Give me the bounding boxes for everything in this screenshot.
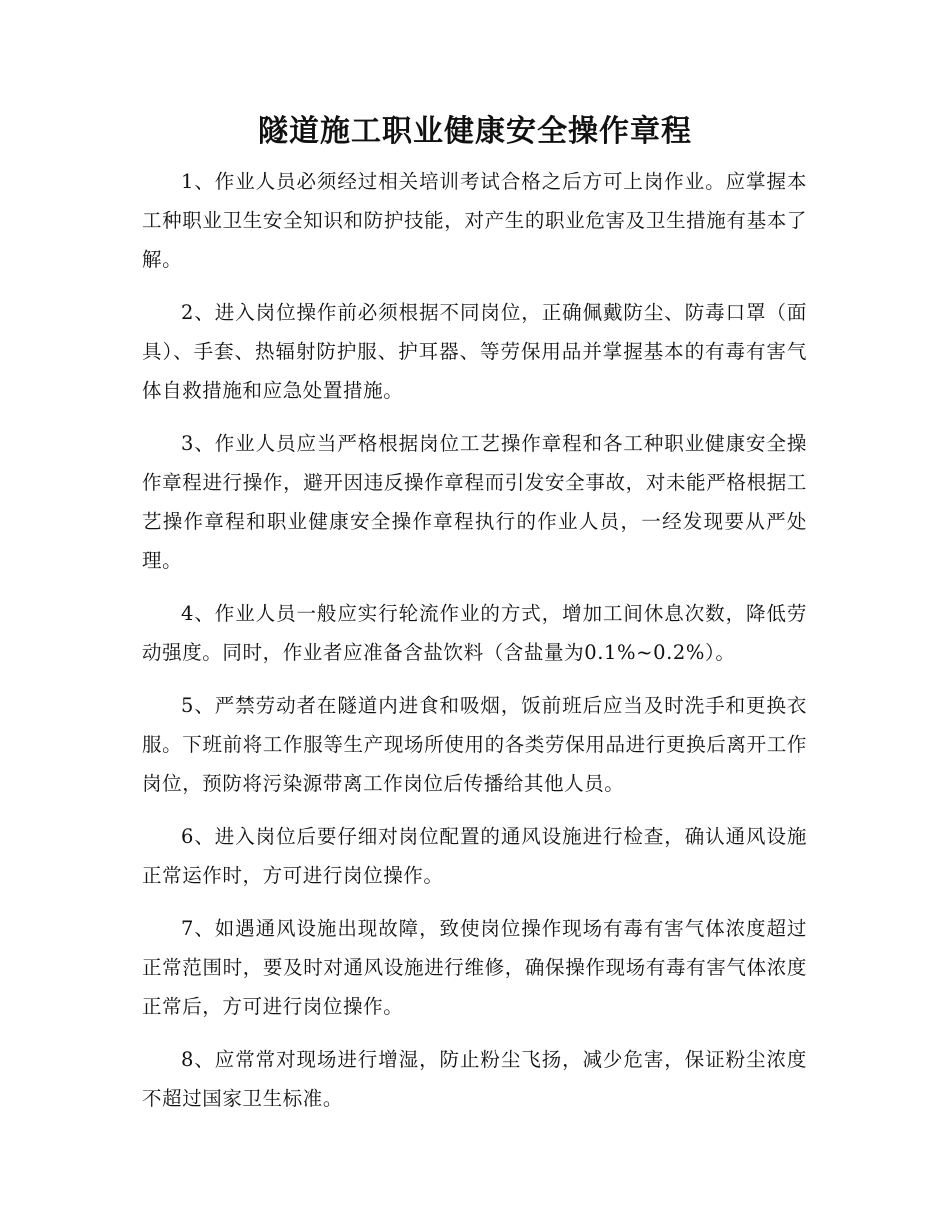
paragraph-2: 2、进入岗位操作前必须根据不同岗位，正确佩戴防尘、防毒口罩（面具）、手套、热辐射防护服、护耳器、等劳保用品并掌握基本的有毒有害气体自救措施和应急处置措施。 bbox=[142, 301, 807, 402]
paragraph-5: 5、严禁劳动者在隧道内进食和吸烟，饭前班后应当及时洗手和更换衣服。下班前将工作服等生产现场所使用的各类劳保用品进行更换后离开工作岗位，预防将污染源带离工作岗位后传播给其他人员。 bbox=[142, 694, 807, 795]
document-body bbox=[142, 162, 807, 1132]
document-title: 隧道施工职业健康安全操作章程 bbox=[258, 114, 692, 149]
paragraph-8: 8、应常常对现场进行增湿，防止粉尘飞扬，减少危害，保证粉尘浓度不超过国家卫生标准。 bbox=[142, 1048, 807, 1110]
paragraph-4: 4、作业人员一般应实行轮流作业的方式，增加工间休息次数，降低劳动强度。同时，作业者应准备含盐饮料（含盐量为0.1%~0.2%）。 bbox=[142, 602, 807, 664]
paragraph-1: 1、作业人员必须经过相关培训考试合格之后方可上岗作业。应掌握本工种职业卫生安全知识和防护技能，对产生的职业危害及卫生措施有基本了解。 bbox=[142, 170, 807, 271]
paragraph-7: 7、如遇通风设施出现故障，致使岗位操作现场有毒有害气体浓度超过正常范围时，要及时对通风设施进行维修，确保操作现场有毒有害气体浓度正常后，方可进行岗位操作。 bbox=[142, 917, 807, 1018]
paragraph-3: 3、作业人员应当严格根据岗位工艺操作章程和各工种职业健康安全操作章程进行操作，避开因违反操作章程而引发安全事故，对未能严格根据工艺操作章程和职业健康安全操作章程执行的作业人员，一经发现要从严处理。 bbox=[142, 432, 807, 572]
paragraph-6: 6、进入岗位后要仔细对岗位配置的通风设施进行检查，确认通风设施正常运作时，方可进行岗位操作。 bbox=[142, 825, 807, 887]
